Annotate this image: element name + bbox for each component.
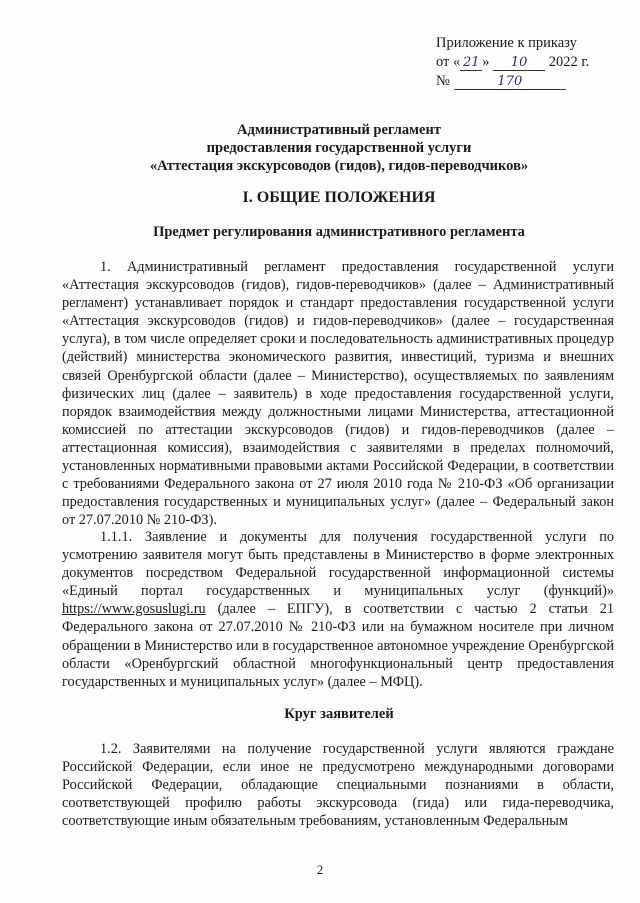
- date-prefix: от «: [436, 54, 461, 70]
- appendix-date: [436, 53, 616, 72]
- number-prefix: №: [436, 73, 450, 89]
- gosuslugi-link[interactable]: https://www.gosuslugi.ru: [62, 601, 206, 618]
- paragraph-2-text-a: 1.1.1. Заявление и документы для получения государственной услуги по усмотрению заявителя могут быть представлены в Министерство в форме электронных документов посредством Федеральной государственной информационной системы «Единый портал государственных и муниципальных услуг (функций)»: [62, 529, 614, 600]
- appendix-title: Приложение к приказу: [436, 35, 577, 51]
- paragraph-2-text-b: (далее – ЕПГУ), в соответствии с частью 2 статьи 21 Федерального закона от 27.07.2010 № 210-ФЗ или на бумажном носителе при личном обращении в Министерство или в государственное автономное учреждение Оренбургской области «Оренбургский областной многофункциональный центр предоставления государственных и муниципальных услуг» (далее – МФЦ).: [62, 601, 614, 690]
- handwritten-day: 21: [460, 56, 482, 71]
- paragraph-1: 1. Административный регламент предоставления государственной услуги «Аттестация экскурсоводов (гидов), гидов-переводчиков» (далее – Административный регламент) устанавливает порядок и стандарт предоставления государственной услуги «Аттестация экскурсоводов (гидов) и гидов-переводчиков» (далее – государственная услуга), в том числе определяет сроки и последовательность административных процедур (действий) министерства экономического развития, инвестиций, туризма и внешних связей Оренбургской области (далее – Министерство), осуществляемых по заявлениям физических лиц (далее – заявитель) в ходе предоставления государственной услуги, порядок взаимодействия между должностными лицами Министерства, аттестационной комиссией по аттестации экскурсоводов (гидов) и гидов-переводчиков (далее – аттестационная комиссия), взаимодействия с заявителями в пределах полномочий, установленных нормативными правовыми актами Российской Федерации, в соответствии с требованиями Федерального закона от 27 июля 2010 года № 210-ФЗ «Об организации предоставления государственных и муниципальных услуг» (далее – Федеральный закон от 27.07.2010 № 210-ФЗ).: [62, 259, 614, 529]
- handwritten-number: 170: [454, 75, 566, 90]
- paragraph-1-2: 1.2. Заявителями на получение государственной услуги являются граждане Российской Федерации, если иное не предусмотрено международными договорами Российской Федерации, обладающие специальными познаниями в области, соответствующей профилю работы экскурсовода (гида) или гида-переводчика, соответствующие иным обязательным требованиям, установленным Федеральным: [62, 741, 614, 830]
- section-heading: I. ОБЩИЕ ПОЛОЖЕНИЯ: [242, 189, 436, 206]
- paragraph-1-1-1: [62, 528, 614, 691]
- handwritten-month: 10: [493, 56, 545, 71]
- subsection-heading-subject: Предмет регулирования административного регламента: [153, 224, 525, 240]
- title-line-1: Административный регламент: [237, 122, 441, 138]
- appendix-number: [436, 72, 616, 91]
- page-number: 2: [316, 862, 324, 877]
- date-mid: »: [482, 54, 490, 70]
- title-line-3: «Аттестация экскурсоводов (гидов), гидов-переводчиков»: [149, 158, 529, 174]
- appendix-block: [436, 34, 616, 91]
- title-line-2: предоставления государственной услуги: [206, 140, 472, 156]
- subsection-heading-applicants: Круг заявителей: [284, 706, 394, 722]
- date-year: 2022 г.: [548, 54, 590, 70]
- document-title: [60, 121, 618, 175]
